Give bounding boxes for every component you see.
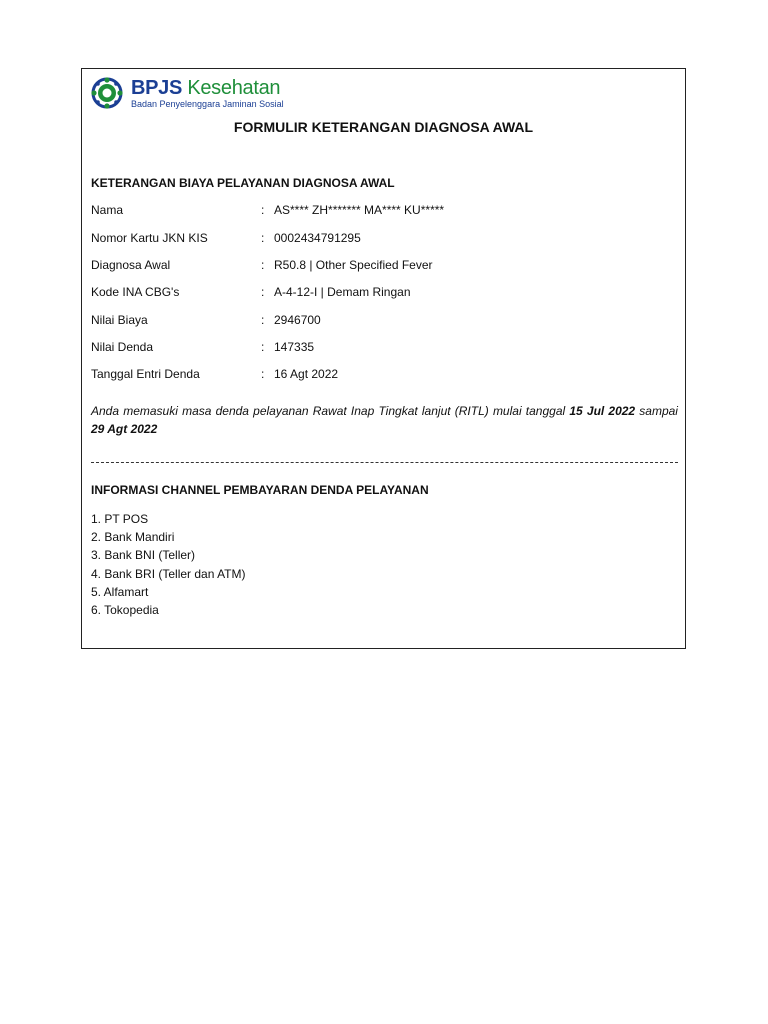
field-label: Nilai Denda bbox=[91, 340, 154, 354]
list-item: 1. PT POS bbox=[91, 512, 149, 526]
field-label: Nama bbox=[91, 203, 124, 217]
field-separator: : bbox=[261, 313, 265, 327]
document-frame bbox=[81, 68, 686, 649]
list-item: 4. Bank BRI (Teller dan ATM) bbox=[91, 566, 246, 581]
field-value: 0002434791295 bbox=[274, 231, 361, 245]
field-separator: : bbox=[261, 367, 265, 381]
brand-subtitle: Badan Penyelenggara Jaminan Sosial bbox=[131, 98, 284, 109]
list-item: 3. Bank BNI (Teller) bbox=[91, 548, 196, 563]
field-value: AS**** ZH******* MA**** KU***** bbox=[274, 203, 445, 217]
field-row-diagnosa bbox=[91, 257, 671, 273]
dashed-divider bbox=[91, 462, 678, 463]
list-item: 6. Tokopedia bbox=[91, 603, 159, 618]
page-title: FORMULIR KETERANGAN DIAGNOSA AWAL bbox=[233, 119, 534, 135]
section-heading-biaya: KETERANGAN BIAYA PELAYANAN DIAGNOSA AWAL bbox=[91, 176, 395, 190]
bpjs-logo-icon bbox=[91, 77, 123, 109]
notice-start-date: 15 Jul 2022 bbox=[569, 404, 636, 418]
notice-end-date: 29 Agt 2022 bbox=[91, 422, 158, 436]
field-separator: : bbox=[261, 258, 265, 272]
field-value: R50.8 | Other Specified Fever bbox=[274, 258, 433, 272]
list-item: 5. Alfamart bbox=[91, 584, 149, 599]
field-separator: : bbox=[261, 231, 265, 245]
payment-channel-list bbox=[91, 510, 246, 619]
field-separator: : bbox=[261, 203, 265, 217]
field-row-nama bbox=[91, 202, 671, 218]
field-label: Nomor Kartu JKN KIS bbox=[91, 231, 208, 245]
field-row-nilai-biaya bbox=[91, 312, 671, 328]
field-label: Tanggal Entri Denda bbox=[91, 367, 200, 381]
brand-bpjs: BPJS bbox=[131, 76, 183, 99]
field-value: A-4-12-I | Demam Ringan bbox=[274, 285, 411, 299]
brand-kesehatan: Kesehatan bbox=[187, 76, 281, 99]
field-row-nilai-denda bbox=[91, 339, 671, 355]
list-item: 2. Bank Mandiri bbox=[91, 530, 175, 545]
field-row-tanggal-entri bbox=[91, 366, 671, 382]
field-row-nomor-kartu bbox=[91, 230, 671, 246]
notice-text-middle: sampai bbox=[635, 404, 678, 418]
field-separator: : bbox=[261, 340, 265, 354]
field-value: 2946700 bbox=[274, 313, 321, 327]
field-label: Kode INA CBG's bbox=[91, 285, 180, 299]
penalty-notice bbox=[91, 402, 678, 438]
section-heading-channel: INFORMASI CHANNEL PEMBAYARAN DENDA PELAYANAN bbox=[91, 483, 429, 497]
brand-name bbox=[131, 78, 284, 98]
field-row-kode-ina-cbg bbox=[91, 284, 671, 300]
bpjs-logo bbox=[91, 76, 284, 110]
field-label: Nilai Biaya bbox=[91, 313, 148, 327]
field-value: 16 Agt 2022 bbox=[274, 367, 339, 381]
notice-text: Anda memasuki masa denda pelayanan Rawat Inap Tingkat lanjut (RITL) mulai tanggal bbox=[91, 404, 570, 418]
field-value: 147335 bbox=[274, 340, 315, 354]
field-separator: : bbox=[261, 285, 265, 299]
brand-text bbox=[131, 78, 284, 109]
field-label: Diagnosa Awal bbox=[91, 258, 171, 272]
